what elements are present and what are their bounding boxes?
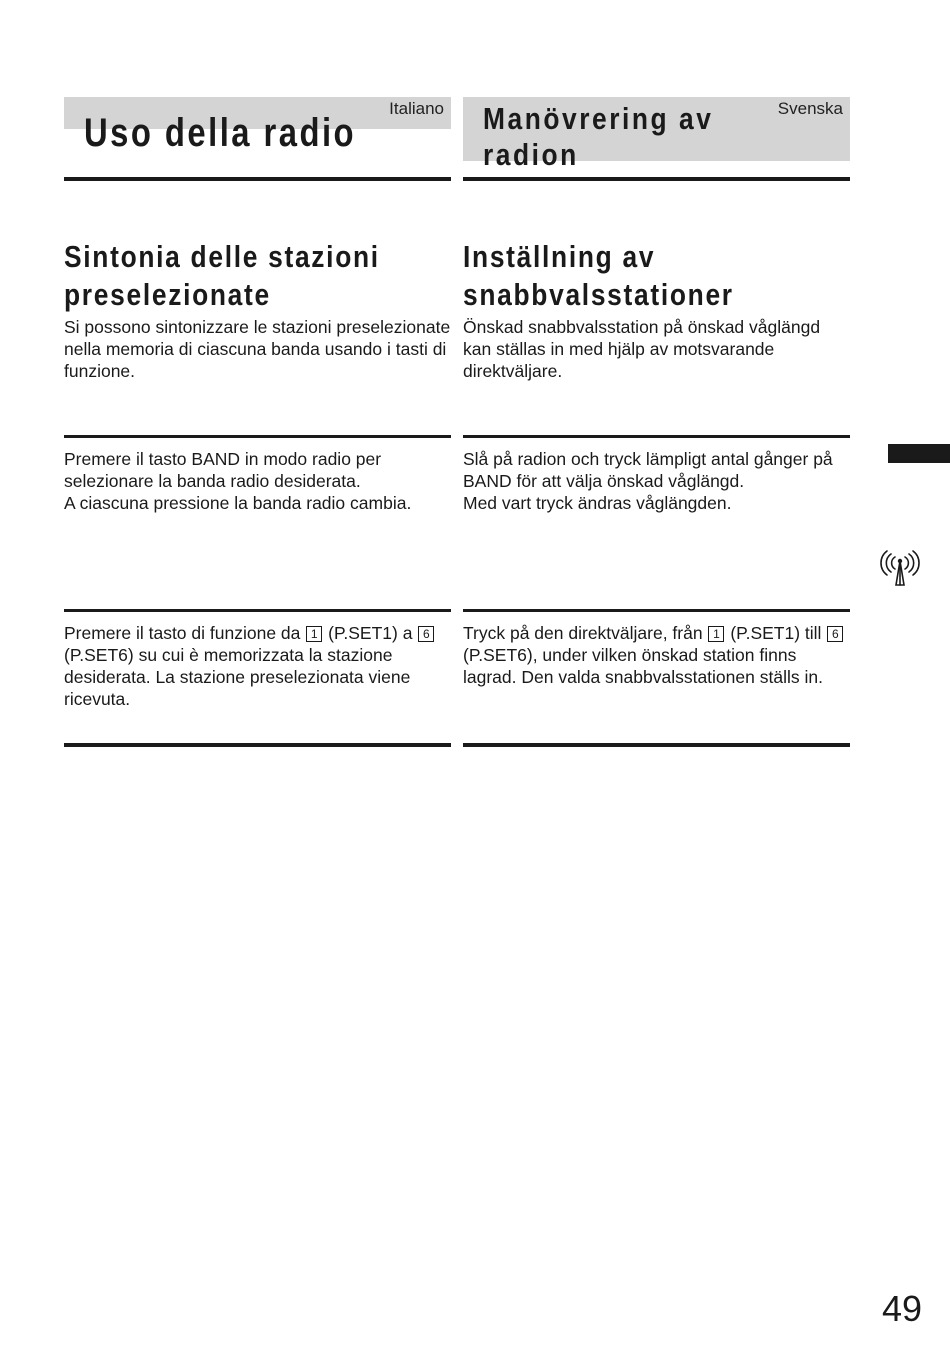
step1-line: Med vart tryck ändras våglängden.: [463, 493, 732, 513]
step1-line: A ciascuna pressione la banda radio cambia.: [64, 493, 412, 513]
step2-text: (P.SET1) till: [730, 623, 822, 643]
section-tab-marker: [888, 444, 950, 463]
step1-text-svenska: [463, 448, 850, 514]
step-divider-italiano: [64, 435, 451, 438]
language-label-svenska: Svenska: [777, 99, 843, 118]
intro-text-italiano: Si possono sintonizzare le stazioni preselezionate nella memoria di ciascuna banda usando i tasti di funzione.: [64, 317, 451, 381]
step2-text-svenska: [463, 622, 850, 688]
section-heading-line: preselezionate: [64, 277, 271, 312]
section-heading-line: snabbvalsstationer: [463, 277, 734, 312]
page-title-italiano: Uso della radio: [84, 111, 357, 155]
step2-text: Tryck på den direktväljare, från: [463, 623, 703, 643]
preset-key-1: 1: [708, 626, 724, 642]
step-divider-italiano: [64, 609, 451, 612]
step2-text-italiano: [64, 622, 451, 710]
language-label-italiano: Italiano: [389, 99, 444, 118]
page-number: 49: [882, 1288, 923, 1329]
section-heading-svenska: [463, 238, 820, 314]
preset-key-6: 6: [418, 626, 434, 642]
preset-key-6: 6: [827, 626, 843, 642]
step1-text-italiano: [64, 448, 451, 514]
title-block-svenska: [463, 97, 850, 172]
radio-antenna-icon: [876, 548, 924, 588]
step2-text: Premere il tasto di funzione da: [64, 623, 301, 643]
step-divider-svenska: [463, 609, 850, 612]
step2-text: (P.SET6), under vilken önskad station finns lagrad. Den valda snabbvalsstationen ställs in.: [463, 645, 823, 687]
title-divider-svenska: [463, 177, 850, 181]
preset-key-1: 1: [306, 626, 322, 642]
title-block-italiano: [64, 97, 451, 161]
end-divider-italiano: [64, 743, 451, 747]
step1-line: Slå på radion och tryck lämpligt antal gånger på BAND för att välja önskad våglängd.: [463, 449, 833, 491]
intro-text-svenska: Önskad snabbvalsstation på önskad våglängd kan ställas in med hjälp av motsvarande direktväljare.: [463, 317, 821, 381]
title-line: radion: [483, 137, 579, 172]
step-divider-svenska: [463, 435, 850, 438]
section-heading-italiano: [64, 238, 421, 314]
step2-text: (P.SET1) a: [328, 623, 413, 643]
title-line: Manövrering av: [483, 101, 714, 136]
end-divider-svenska: [463, 743, 850, 747]
step2-text: (P.SET6) su cui è memorizzata la stazione desiderata. La stazione preselezionata viene ricevuta.: [64, 645, 411, 709]
section-heading-line: Inställning av: [463, 239, 656, 274]
page-title-svenska: [483, 101, 738, 173]
title-divider-italiano: [64, 177, 451, 181]
section-heading-line: Sintonia delle stazioni: [64, 239, 380, 274]
step1-line: Premere il tasto BAND in modo radio per selezionare la banda radio desiderata.: [64, 449, 382, 491]
